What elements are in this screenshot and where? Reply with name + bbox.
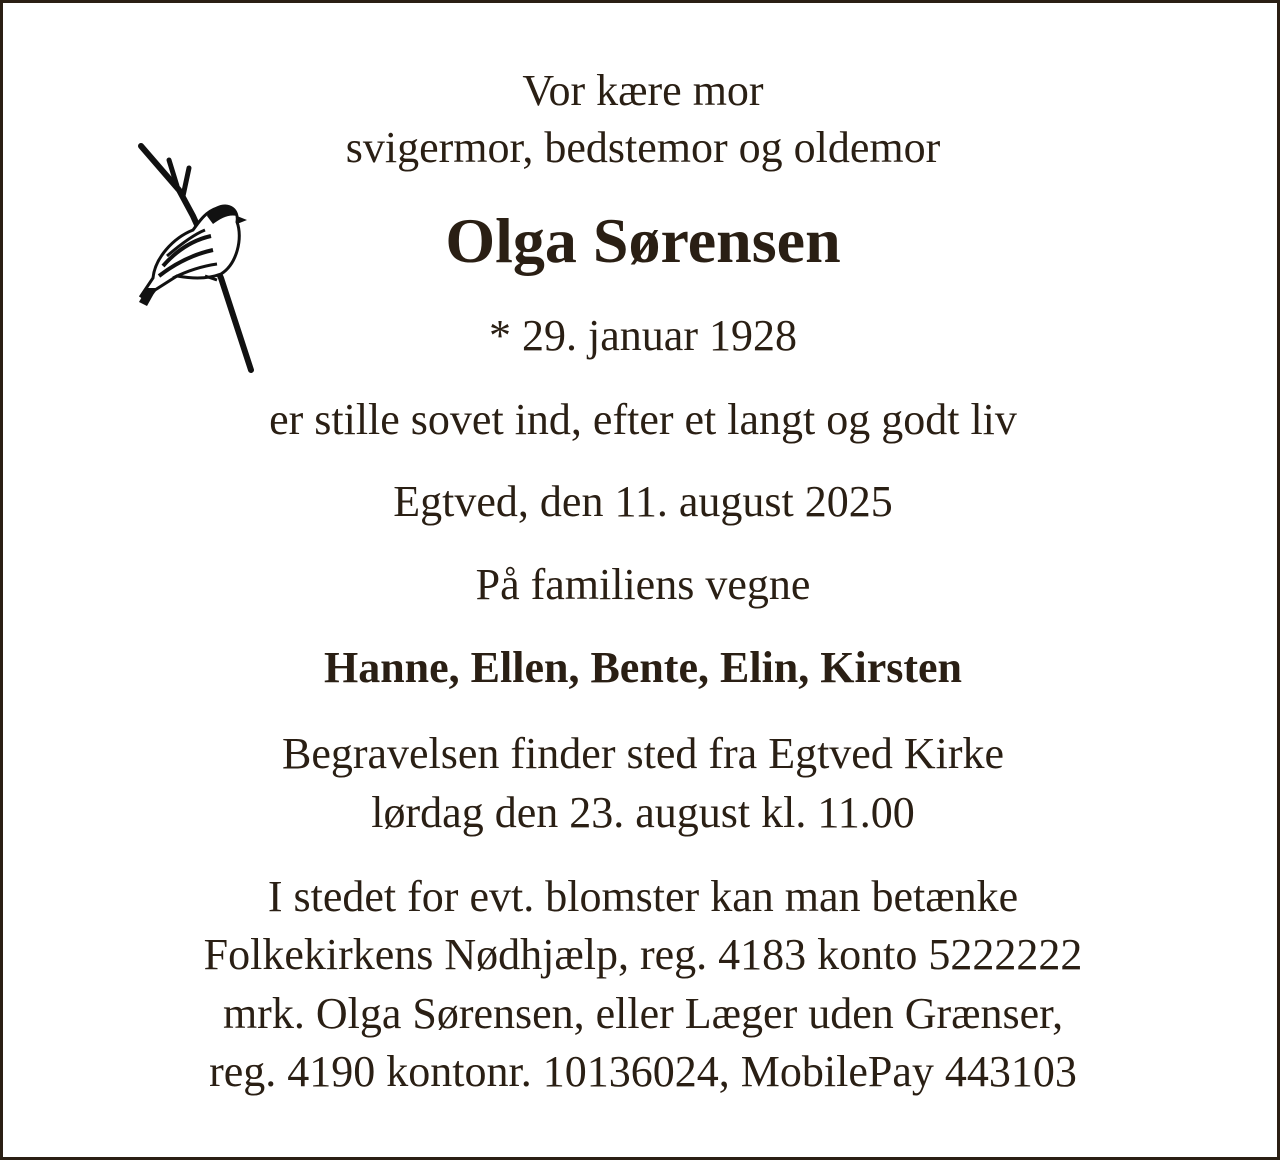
- donation-line-1: I stedet for evt. blomster kan man betænke: [267, 872, 1019, 921]
- family-names: Hanne, Ellen, Bente, Elin, Kirsten: [323, 643, 963, 692]
- deceased-name: Olga Sørensen: [445, 205, 841, 276]
- intro-line-2: svigermor, bedstemor og oldemor: [345, 123, 941, 172]
- intro-line-1: Vor kære mor: [522, 66, 764, 115]
- donation-line-2: Folkekirkens Nødhjælp, reg. 4183 konto 5222222: [203, 930, 1083, 979]
- birth-date: * 29. januar 1928: [489, 311, 797, 360]
- funeral-line-2: lørdag den 23. august kl. 11.00: [371, 788, 915, 837]
- place-date: Egtved, den 11. august 2025: [393, 477, 893, 526]
- on-behalf-text: På familiens vegne: [475, 560, 811, 609]
- funeral-line-1: Begravelsen finder sted fra Egtved Kirke: [281, 729, 1005, 778]
- donation-line-4: reg. 4190 kontonr. 10136024, MobilePay 443103: [209, 1047, 1077, 1096]
- passing-text: er stille sovet ind, efter et langt og godt liv: [269, 395, 1017, 444]
- donation-line-3: mrk. Olga Sørensen, eller Læger uden Grænser,: [222, 989, 1064, 1038]
